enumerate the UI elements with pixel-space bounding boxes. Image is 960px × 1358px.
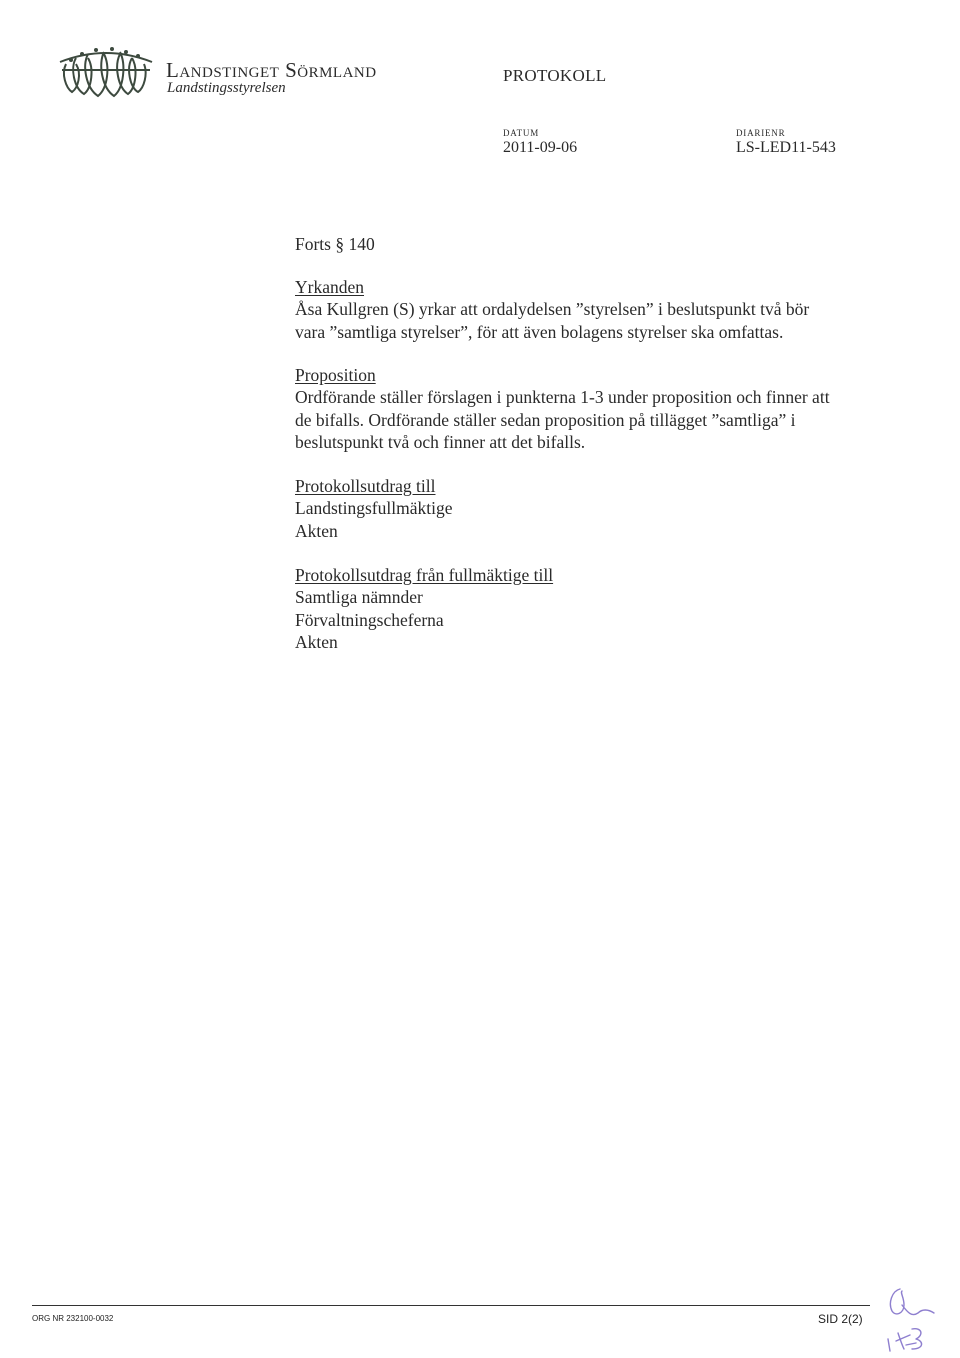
diarienr-value: LS-LED11-543: [736, 139, 836, 156]
org-number: ORG NR 232100-0032: [32, 1314, 114, 1323]
section-number: Forts § 140: [295, 234, 375, 254]
protokollsutdrag-fullmaktige-section: [295, 564, 553, 654]
recipient: Landstingsfullmäktige: [295, 498, 453, 519]
proposition-line: de bifalls. Ordförande ställer sedan proposition på tillägget ”samtliga” i: [295, 409, 796, 430]
diarienr-label: DIARIENR: [736, 128, 786, 138]
recipient: Förvaltningscheferna: [295, 609, 444, 630]
landstinget-logo: [58, 44, 154, 104]
yrkanden-heading: Yrkanden: [295, 277, 365, 297]
recipient: Akten: [295, 520, 338, 541]
protokollsutdrag-heading: Protokollsutdrag till: [295, 476, 436, 496]
document-type: PROTOKOLL: [503, 66, 607, 85]
handwritten-initials: [878, 1283, 940, 1353]
date-value: 2011-09-06: [503, 139, 578, 156]
org-subtitle: Landstingsstyrelsen: [167, 80, 286, 96]
recipient: Samtliga nämnder: [295, 587, 423, 608]
date-label: DATUM: [503, 128, 540, 138]
org-name: Landstinget Sörmland: [166, 58, 377, 82]
proposition-line: beslutspunkt två och finner att det bifalls.: [295, 432, 586, 453]
protokollsutdrag-fullmaktige-heading: Protokollsutdrag från fullmäktige till: [295, 565, 554, 585]
recipient: Akten: [295, 632, 338, 653]
page-number: SID 2(2): [818, 1312, 863, 1326]
proposition-section: [295, 364, 895, 454]
footer-divider: [32, 1305, 870, 1306]
yrkanden-section: [295, 276, 895, 343]
yrkanden-line: Åsa Kullgren (S) yrkar att ordalydelsen ”styrelsen” i beslutspunkt två bör: [295, 299, 810, 320]
proposition-heading: Proposition: [295, 365, 376, 385]
protokollsutdrag-section: [295, 475, 452, 542]
yrkanden-line: vara ”samtliga styrelser”, för att även bolagens styrelser ska omfattas.: [295, 321, 784, 342]
proposition-line: Ordförande ställer förslagen i punkterna 1-3 under proposition och finner att: [295, 387, 830, 408]
